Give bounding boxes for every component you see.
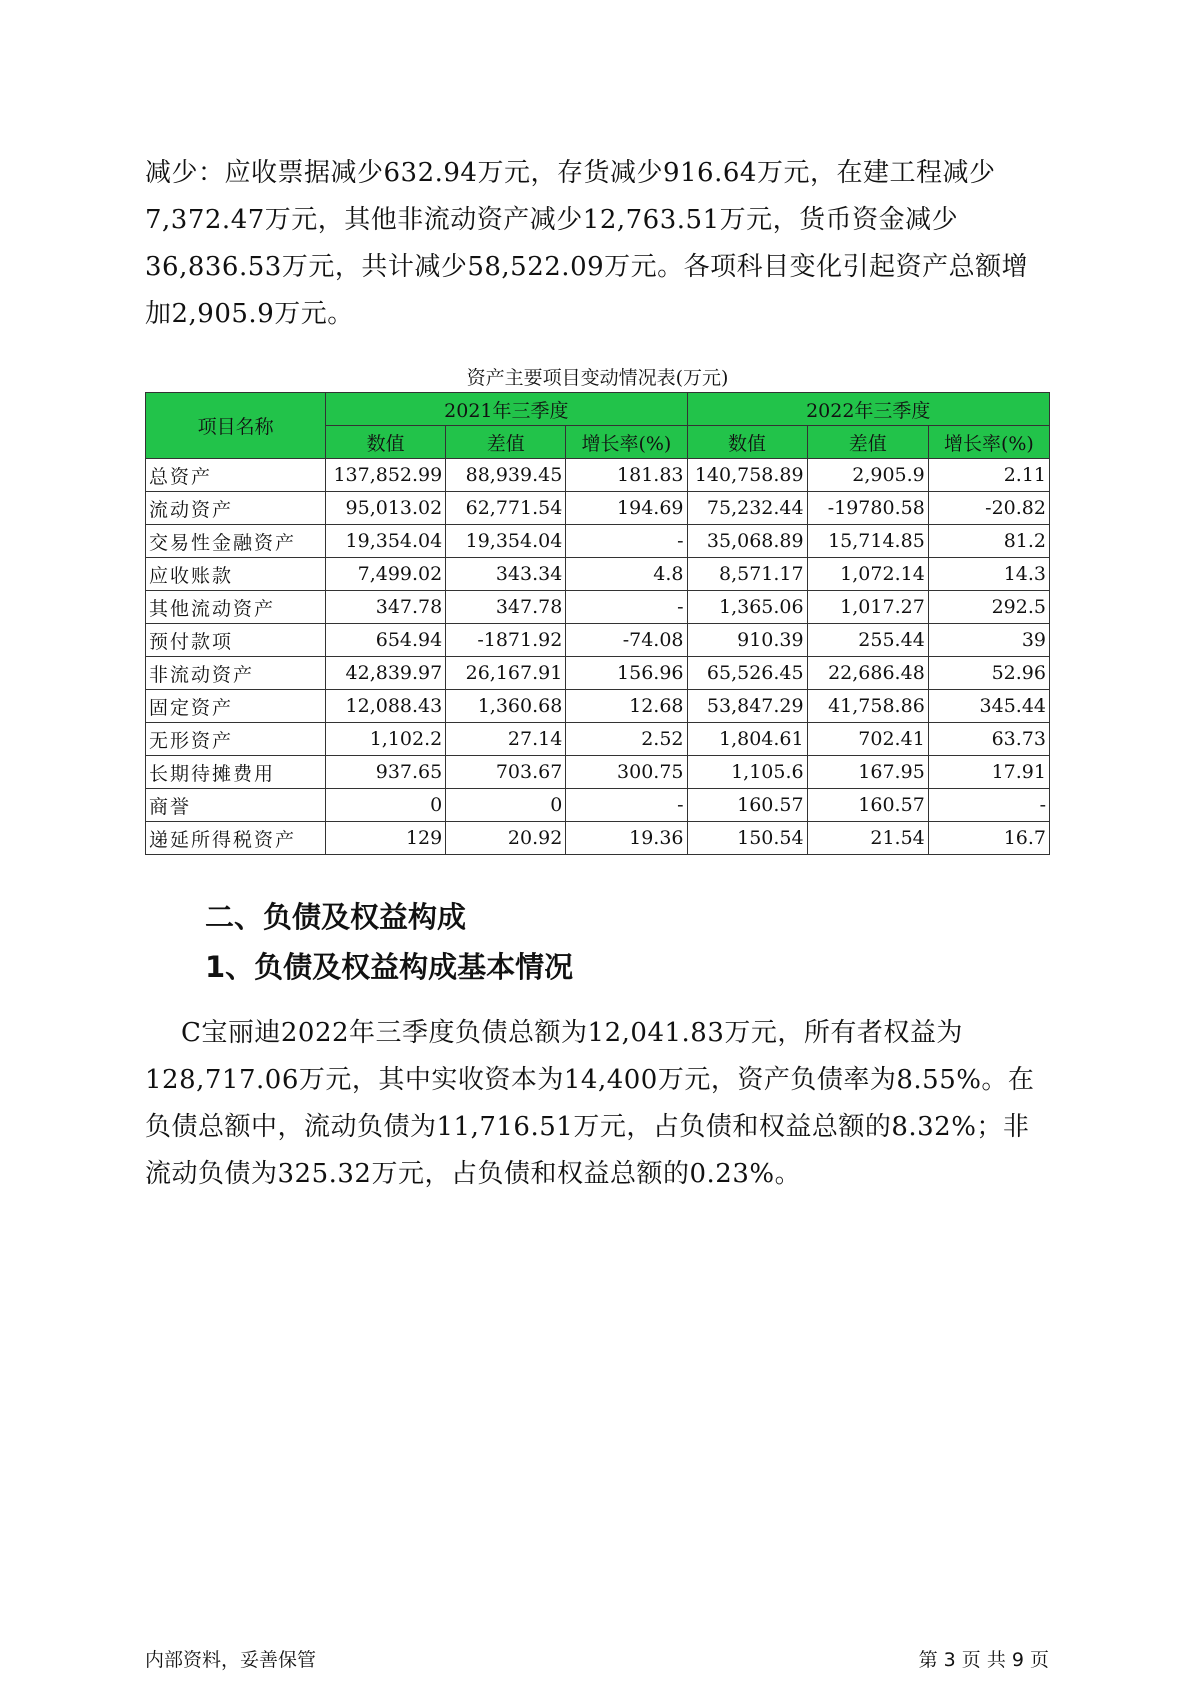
cell-value-2022: 1,804.61 (687, 723, 807, 756)
cell-value-2021: 937.65 (326, 756, 446, 789)
cell-growth-2022: 16.7 (928, 822, 1049, 855)
cell-diff-2021: 343.34 (446, 558, 566, 591)
cell-row-name: 商誉 (146, 789, 326, 822)
table-row (146, 756, 1050, 789)
table-row (146, 558, 1050, 591)
cell-diff-2021: 62,771.54 (446, 492, 566, 525)
cell-growth-2022: 345.44 (928, 690, 1049, 723)
cell-diff-2021: 20.92 (446, 822, 566, 855)
cell-growth-2021: - (566, 525, 687, 558)
table-body (146, 459, 1050, 855)
cell-growth-2022: -20.82 (928, 492, 1049, 525)
cell-value-2022: 910.39 (687, 624, 807, 657)
table-row (146, 657, 1050, 690)
cell-growth-2021: 300.75 (566, 756, 687, 789)
cell-row-name: 长期待摊费用 (146, 756, 326, 789)
cell-diff-2022: 1,072.14 (807, 558, 928, 591)
cell-value-2022: 150.54 (687, 822, 807, 855)
footer-page-number: 第 3 页 共 9 页 (918, 1649, 1049, 1671)
cell-value-2021: 1,102.2 (326, 723, 446, 756)
table-row (146, 690, 1050, 723)
cell-growth-2021: 194.69 (566, 492, 687, 525)
table-row (146, 525, 1050, 558)
cell-growth-2021: 156.96 (566, 657, 687, 690)
cell-growth-2021: 4.8 (566, 558, 687, 591)
subsection-heading: 1、负债及权益构成基本情况 (205, 950, 574, 984)
cell-growth-2021: - (566, 789, 687, 822)
cell-value-2021: 654.94 (326, 624, 446, 657)
cell-diff-2022: 167.95 (807, 756, 928, 789)
cell-growth-2021: - (566, 591, 687, 624)
cell-value-2021: 12,088.43 (326, 690, 446, 723)
cell-value-2021: 347.78 (326, 591, 446, 624)
table-header-row-top (146, 393, 1050, 426)
cell-row-name: 总资产 (146, 459, 326, 492)
header-value-2021: 数值 (326, 426, 446, 459)
cell-value-2021: 95,013.02 (326, 492, 446, 525)
cell-diff-2022: 22,686.48 (807, 657, 928, 690)
cell-value-2021: 7,499.02 (326, 558, 446, 591)
cell-row-name: 固定资产 (146, 690, 326, 723)
cell-diff-2022: 21.54 (807, 822, 928, 855)
cell-growth-2022: 292.5 (928, 591, 1049, 624)
asset-change-table (145, 392, 1050, 855)
cell-diff-2022: 160.57 (807, 789, 928, 822)
cell-row-name: 递延所得税资产 (146, 822, 326, 855)
cell-diff-2022: 1,017.27 (807, 591, 928, 624)
cell-diff-2022: -19780.58 (807, 492, 928, 525)
header-period-2021: 2021年三季度 (326, 393, 687, 426)
cell-diff-2022: 41,758.86 (807, 690, 928, 723)
cell-diff-2021: 703.67 (446, 756, 566, 789)
cell-diff-2021: -1871.92 (446, 624, 566, 657)
cell-growth-2022: 14.3 (928, 558, 1049, 591)
cell-diff-2021: 0 (446, 789, 566, 822)
header-period-2022: 2022年三季度 (687, 393, 1049, 426)
cell-diff-2021: 88,939.45 (446, 459, 566, 492)
table-row (146, 822, 1050, 855)
cell-growth-2022: 52.96 (928, 657, 1049, 690)
cell-growth-2021: 19.36 (566, 822, 687, 855)
cell-row-name: 交易性金融资产 (146, 525, 326, 558)
cell-row-name: 无形资产 (146, 723, 326, 756)
section-heading: 二、负债及权益构成 (205, 900, 467, 934)
table-row (146, 591, 1050, 624)
cell-diff-2021: 1,360.68 (446, 690, 566, 723)
cell-growth-2021: -74.08 (566, 624, 687, 657)
cell-diff-2022: 15,714.85 (807, 525, 928, 558)
cell-value-2022: 8,571.17 (687, 558, 807, 591)
header-growth-2021: 增长率(%) (566, 426, 687, 459)
cell-value-2022: 140,758.89 (687, 459, 807, 492)
cell-value-2021: 129 (326, 822, 446, 855)
table-row (146, 789, 1050, 822)
cell-diff-2022: 2,905.9 (807, 459, 928, 492)
table-row (146, 723, 1050, 756)
cell-value-2022: 35,068.89 (687, 525, 807, 558)
cell-row-name: 其他流动资产 (146, 591, 326, 624)
cell-diff-2022: 255.44 (807, 624, 928, 657)
cell-row-name: 应收账款 (146, 558, 326, 591)
body-paragraph-bottom: C宝丽迪2022年三季度负债总额为12,041.83万元，所有者权益为128,717.06万元，其中实收资本为14,400万元，资产负债率为8.55%。在负债总额中，流动负债为11,716.51万元，占负债和权益总额的8.32%；非流动负债为325.32万元，占负债和权益总额的0.23%。 (145, 1018, 1035, 1189)
table-row (146, 459, 1050, 492)
header-item-name: 项目名称 (146, 393, 326, 459)
cell-diff-2021: 27.14 (446, 723, 566, 756)
cell-value-2021: 0 (326, 789, 446, 822)
cell-growth-2022: 81.2 (928, 525, 1049, 558)
cell-value-2021: 42,839.97 (326, 657, 446, 690)
cell-diff-2022: 702.41 (807, 723, 928, 756)
cell-growth-2021: 12.68 (566, 690, 687, 723)
table-row (146, 492, 1050, 525)
cell-value-2022: 53,847.29 (687, 690, 807, 723)
cell-growth-2022: 63.73 (928, 723, 1049, 756)
cell-growth-2021: 2.52 (566, 723, 687, 756)
header-growth-2022: 增长率(%) (928, 426, 1049, 459)
footer-confidential-note: 内部资料，妥善保管 (145, 1649, 317, 1671)
cell-value-2021: 137,852.99 (326, 459, 446, 492)
cell-row-name: 非流动资产 (146, 657, 326, 690)
cell-growth-2022: 2.11 (928, 459, 1049, 492)
cell-value-2022: 1,365.06 (687, 591, 807, 624)
cell-growth-2021: 181.83 (566, 459, 687, 492)
cell-diff-2021: 19,354.04 (446, 525, 566, 558)
cell-growth-2022: - (928, 789, 1049, 822)
cell-growth-2022: 17.91 (928, 756, 1049, 789)
header-diff-2021: 差值 (446, 426, 566, 459)
cell-growth-2022: 39 (928, 624, 1049, 657)
cell-value-2022: 160.57 (687, 789, 807, 822)
table-caption: 资产主要项目变动情况表(万元) (466, 367, 729, 389)
cell-row-name: 流动资产 (146, 492, 326, 525)
cell-row-name: 预付款项 (146, 624, 326, 657)
cell-diff-2021: 347.78 (446, 591, 566, 624)
cell-diff-2021: 26,167.91 (446, 657, 566, 690)
table-row (146, 624, 1050, 657)
cell-value-2022: 75,232.44 (687, 492, 807, 525)
header-value-2022: 数值 (687, 426, 807, 459)
cell-value-2022: 1,105.6 (687, 756, 807, 789)
body-paragraph-top: 减少：应收票据减少632.94万元，存货减少916.64万元，在建工程减少7,372.47万元，其他非流动资产减少12,763.51万元，货币资金减少36,836.53万元，共计减少58,522.09万元。各项科目变化引起资产总额增加2,905.9万元。 (145, 158, 1029, 329)
cell-value-2022: 65,526.45 (687, 657, 807, 690)
header-diff-2022: 差值 (807, 426, 928, 459)
cell-value-2021: 19,354.04 (326, 525, 446, 558)
